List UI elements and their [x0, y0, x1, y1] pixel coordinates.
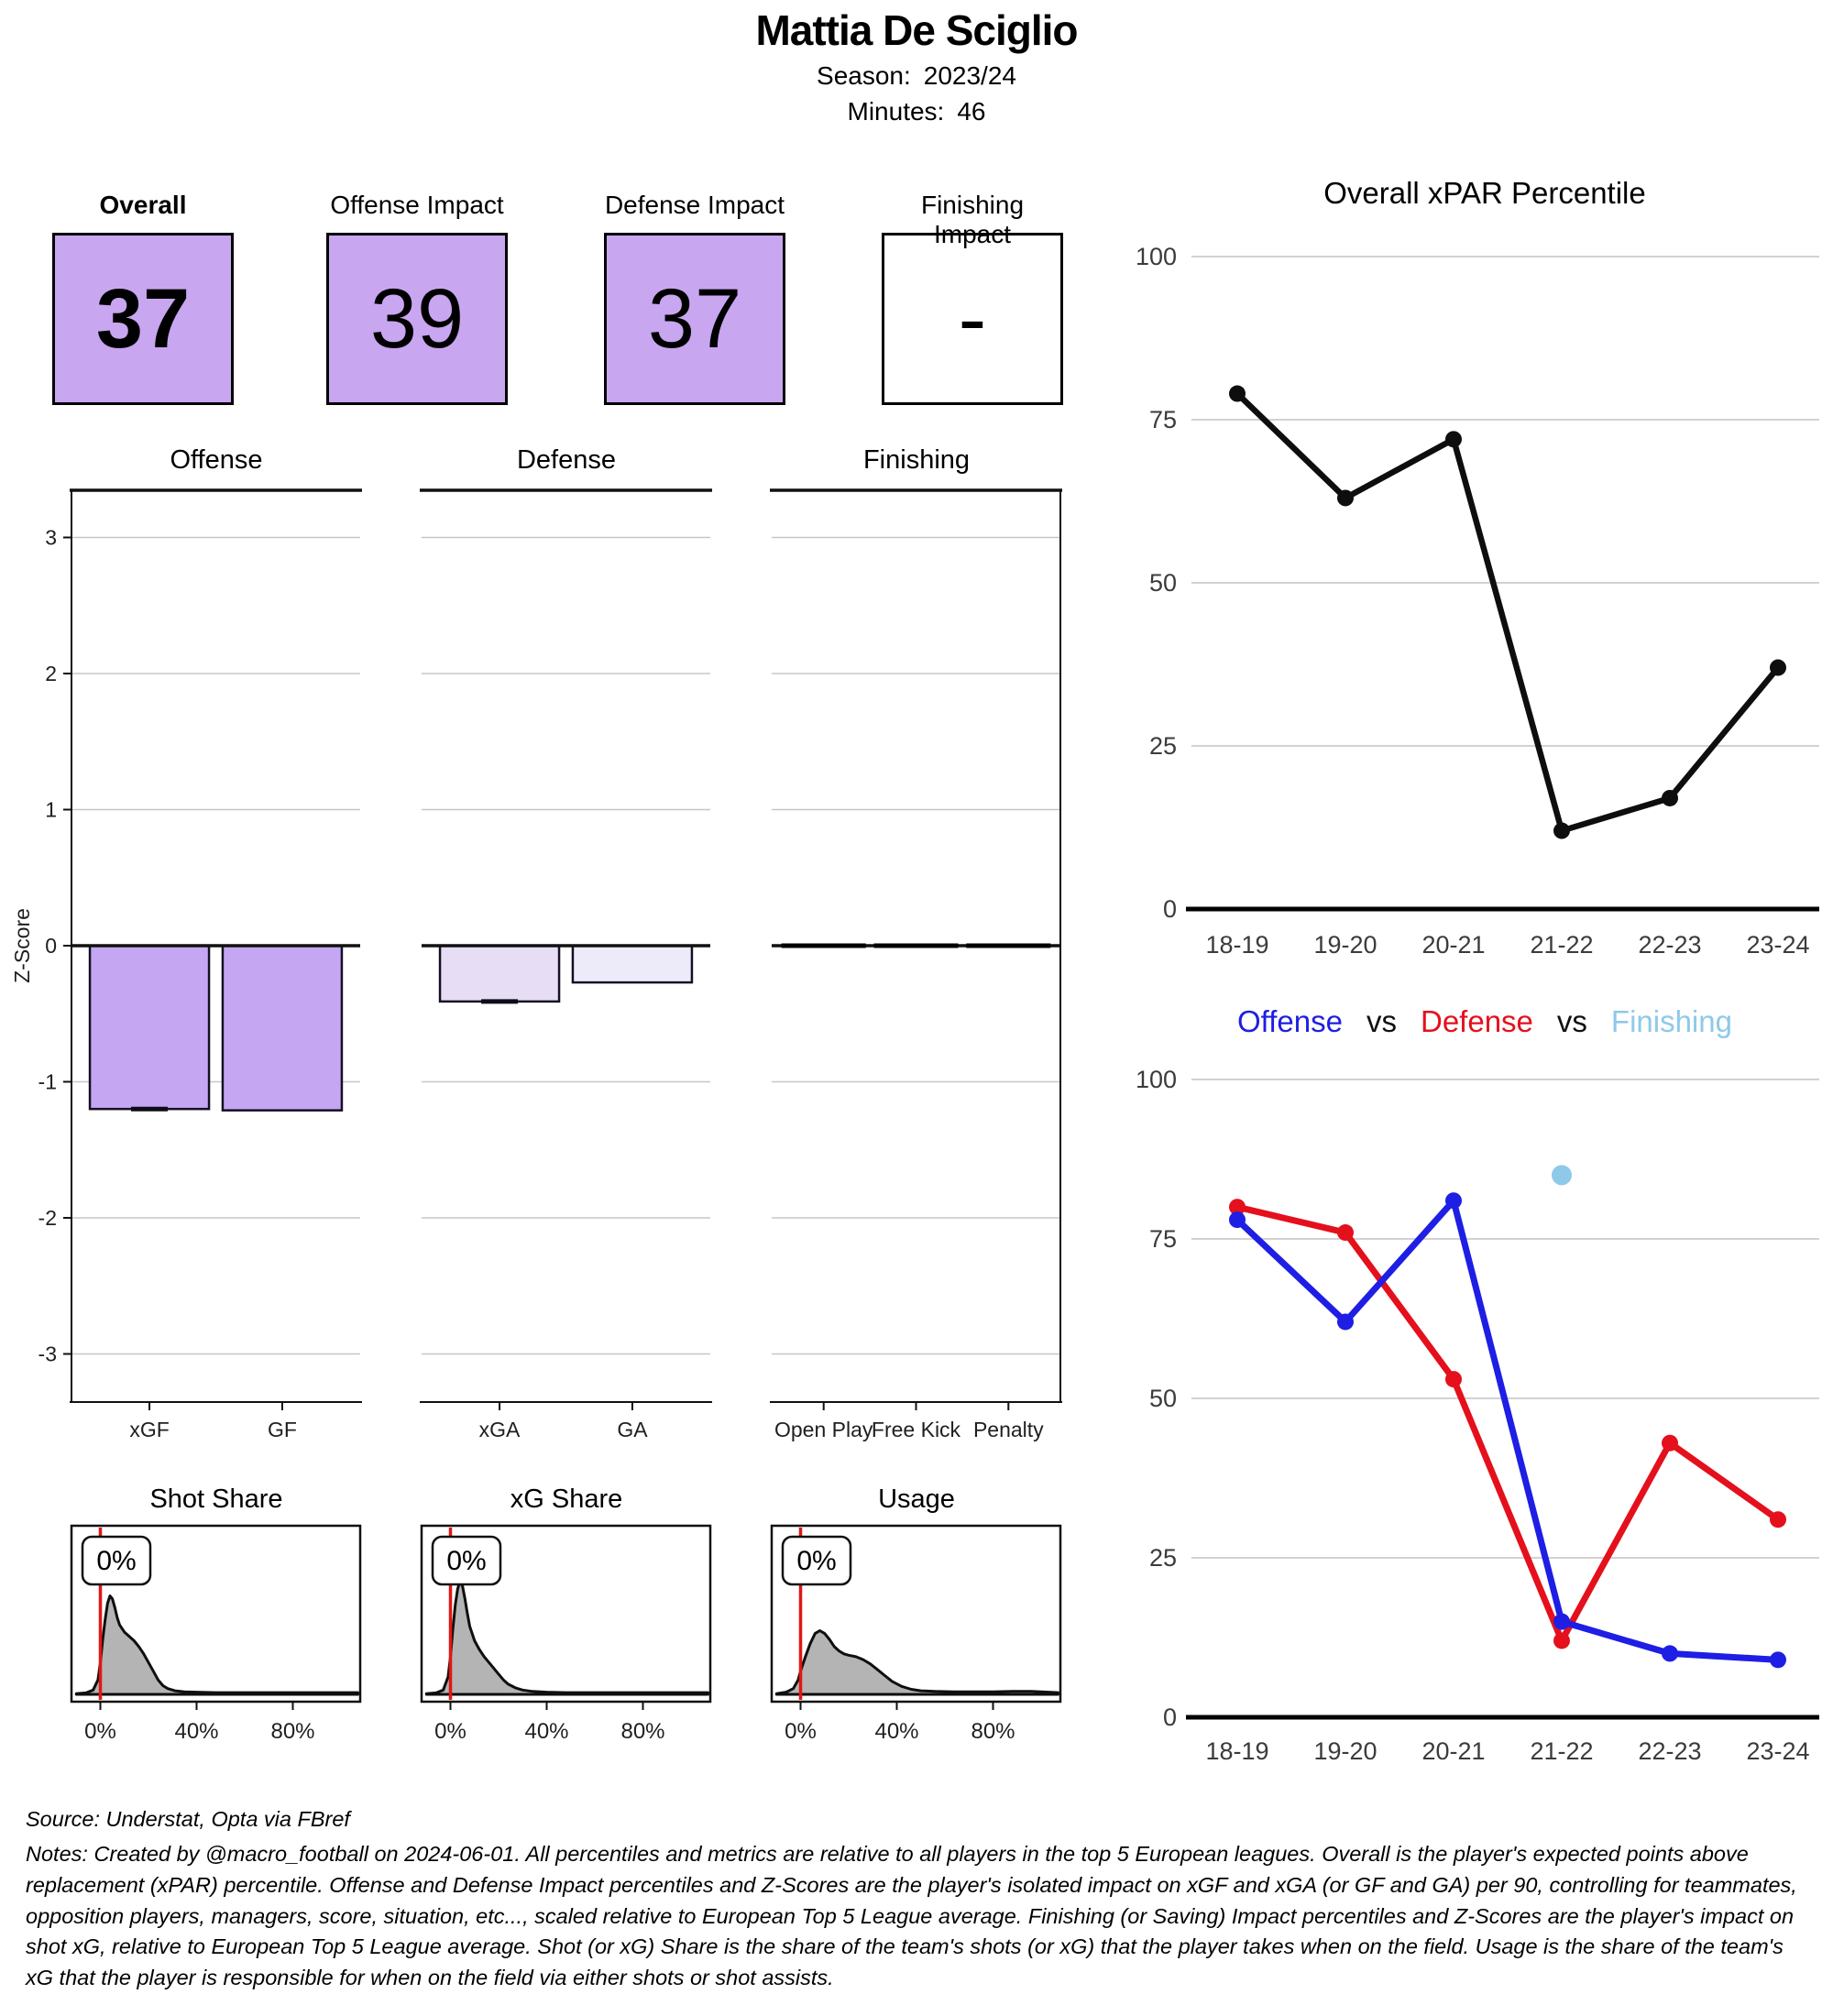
- zscore-panel-finishing: [770, 490, 1062, 1441]
- impact-value-box: [604, 233, 785, 405]
- minutes-value: 46: [957, 97, 986, 126]
- y-tick-label: 0: [45, 934, 57, 958]
- y-tick-label: 1: [45, 797, 57, 822]
- x-tick-label: GF: [267, 1418, 297, 1441]
- x-tick-label: 20-21: [1421, 1737, 1486, 1765]
- x-tick-label: Free Kick: [871, 1418, 961, 1441]
- bar-xGF: [90, 946, 209, 1109]
- density-title-usage: Usage: [878, 1485, 955, 1514]
- density-curve: [426, 1582, 708, 1694]
- impact-value-box: [882, 233, 1063, 405]
- y-tick-label: 25: [1148, 732, 1177, 760]
- y-tick-label: -2: [38, 1206, 57, 1230]
- y-tick-label: 50: [1148, 569, 1177, 597]
- zscore-facet-title-offense: Offense: [170, 445, 263, 475]
- data-point-overall xpar: [1770, 660, 1786, 676]
- impact-label: Offense Impact: [330, 191, 504, 219]
- xpar-chart-title: Overall xPAR Percentile: [1323, 176, 1646, 210]
- y-tick-label: 50: [1148, 1385, 1177, 1412]
- impact-box-finishing: [882, 191, 1063, 405]
- impact-value: 37: [647, 271, 742, 366]
- zscore-panel-defense: [420, 490, 712, 1441]
- report-header: [0, 5, 1833, 126]
- data-point-overall xpar: [1662, 790, 1678, 806]
- x-tick-label: Penalty: [972, 1418, 1044, 1441]
- zscore-bar-chart: [10, 449, 1127, 1475]
- y-tick-label: -3: [38, 1342, 57, 1366]
- data-point-defense: [1337, 1224, 1354, 1241]
- y-tick-label: 0: [1162, 1704, 1177, 1731]
- x-tick-label: GA: [617, 1418, 648, 1441]
- x-tick-label: 80%: [270, 1719, 315, 1744]
- season-line: [0, 61, 1833, 91]
- density-curve: [776, 1631, 1058, 1695]
- footer: [26, 1807, 1815, 1994]
- data-point-overall xpar: [1553, 823, 1570, 839]
- data-point-offense: [1337, 1313, 1354, 1330]
- impact-value-box: [52, 233, 234, 405]
- y-tick-label: 0: [1162, 895, 1177, 923]
- minutes-label: Minutes:: [847, 97, 945, 126]
- density-panel-0: [71, 1526, 360, 1744]
- value-badge-text: 0%: [796, 1546, 837, 1576]
- impact-box-offense: [326, 191, 508, 405]
- methodology-notes: Notes: Created by @macro_football on 2024-06-01. All percentiles and metrics are relative to all players in the top 5 European leagues. Overall is the player's expected points above replacement (xPAR) percentile. Offense and Defense Impact percentiles and Z-Scores are the player's isolated impact on xGF and xGA (or GF and GA) per 90, controlling for teammates, opposition players, managers, score, situation, etc..., scaled relative to European Top 5 League average. Finishing (or Saving) Impact percentiles and Z-Scores are the player's impact on shot xG, relative to European Top 5 League average. Shot (or xG) Share is the share of the team's shots (or xG) that the player takes when on the field. Usage is the share of the team's xG that the player is responsible for when on the field via either shots or shot assists.: [26, 1842, 1797, 1990]
- y-tick-label: 2: [45, 662, 57, 685]
- series-line-offense: [1237, 1200, 1778, 1660]
- x-tick-label: 0%: [785, 1719, 817, 1744]
- x-tick-label: 23-24: [1746, 931, 1810, 959]
- data-point-offense: [1662, 1645, 1678, 1661]
- comparison-chart-title: [1136, 1004, 1833, 1039]
- impact-label: Defense Impact: [604, 191, 785, 219]
- y-tick-label: 75: [1148, 1225, 1177, 1253]
- x-tick-label: 0%: [434, 1719, 466, 1744]
- x-tick-label: 22-23: [1638, 1737, 1702, 1765]
- legend-word-vs: vs: [1366, 1004, 1397, 1038]
- density-curve: [76, 1596, 357, 1694]
- x-tick-label: 0%: [84, 1719, 116, 1744]
- value-badge-text: 0%: [96, 1546, 137, 1576]
- data-point-overall xpar: [1229, 386, 1246, 402]
- season-value: 2023/24: [923, 61, 1016, 90]
- source-note: Source: Understat, Opta via FBref: [26, 1807, 350, 1831]
- offense_defense_finishing: [1136, 1066, 1819, 1765]
- data-point-defense: [1445, 1371, 1462, 1387]
- data-point-defense: [1662, 1435, 1678, 1452]
- x-tick-label: 23-24: [1746, 1737, 1810, 1765]
- impact-box-overall: [52, 191, 234, 405]
- zscore-panel-offense: [10, 490, 362, 1441]
- y-tick-label: 25: [1148, 1544, 1177, 1572]
- y-tick-label: 100: [1135, 243, 1177, 270]
- data-point-finishing: [1552, 1165, 1572, 1185]
- legend-word-defense: Defense: [1420, 1004, 1533, 1038]
- impact-label: Overall: [99, 191, 187, 219]
- impact-label: Finishing Impact: [920, 191, 1025, 248]
- legend-word-offense: Offense: [1237, 1004, 1343, 1038]
- season-label: Season:: [817, 61, 911, 90]
- data-point-offense: [1770, 1651, 1786, 1668]
- density-panel-2: [772, 1526, 1060, 1744]
- y-tick-label: 3: [45, 525, 57, 550]
- data-point-defense: [1770, 1511, 1786, 1528]
- x-tick-label: 19-20: [1313, 1737, 1377, 1765]
- zscore-facet-title-finishing: Finishing: [862, 445, 971, 475]
- data-point-overall xpar: [1445, 431, 1462, 447]
- density-title-shot-share: Shot Share: [149, 1485, 283, 1514]
- x-tick-label: 40%: [174, 1719, 219, 1744]
- x-tick-label: Open Play: [774, 1418, 873, 1441]
- data-point-offense: [1445, 1192, 1462, 1209]
- x-tick-label: 21-22: [1530, 931, 1594, 959]
- y-tick-label: 75: [1148, 406, 1177, 433]
- impact-value-box: [326, 233, 508, 405]
- x-tick-label: 20-21: [1421, 931, 1486, 959]
- data-point-offense: [1553, 1614, 1570, 1630]
- density-title-xg-share: xG Share: [510, 1485, 623, 1514]
- page-title: Mattia De Sciglio: [755, 6, 1078, 54]
- data-point-defense: [1553, 1632, 1570, 1649]
- x-tick-label: 21-22: [1530, 1737, 1594, 1765]
- zscore-facet-title-defense: Defense: [516, 445, 616, 475]
- xpar-line-chart: [1136, 220, 1833, 990]
- x-tick-label: 18-19: [1205, 1737, 1269, 1765]
- x-tick-label: 40%: [874, 1719, 919, 1744]
- series-line-overall xpar: [1237, 394, 1778, 831]
- minutes-line: [0, 97, 1833, 126]
- data-point-offense: [1229, 1211, 1246, 1228]
- x-tick-label: xGF: [129, 1418, 170, 1441]
- legend-word-finishing: Finishing: [1610, 1004, 1732, 1038]
- impact-box-defense: [604, 191, 785, 405]
- impact-value: 39: [369, 271, 465, 366]
- comparison-line-chart: [1136, 1045, 1833, 1787]
- x-tick-label: 40%: [524, 1719, 569, 1744]
- data-point-overall xpar: [1337, 489, 1354, 506]
- x-tick-label: 18-19: [1205, 931, 1269, 959]
- x-tick-label: 80%: [971, 1719, 1015, 1744]
- bar-GF: [223, 946, 342, 1111]
- y-axis-title: Z-Score: [10, 908, 34, 983]
- legend-word-vs: vs: [1556, 1004, 1587, 1038]
- overall_xpar: [1136, 243, 1819, 959]
- y-tick-label: -1: [38, 1069, 57, 1094]
- x-tick-label: 22-23: [1638, 931, 1702, 959]
- y-tick-label: 100: [1135, 1066, 1177, 1093]
- density-charts: [18, 1494, 1127, 1778]
- x-tick-label: 80%: [620, 1719, 665, 1744]
- impact-value: -: [958, 271, 987, 366]
- impact-value: 37: [95, 271, 191, 366]
- value-badge-text: 0%: [446, 1546, 487, 1576]
- x-tick-label: xGA: [478, 1418, 521, 1441]
- bar-GA: [573, 946, 692, 982]
- x-tick-label: 19-20: [1313, 931, 1377, 959]
- density-panel-1: [422, 1526, 710, 1744]
- bar-xGA: [440, 946, 559, 1002]
